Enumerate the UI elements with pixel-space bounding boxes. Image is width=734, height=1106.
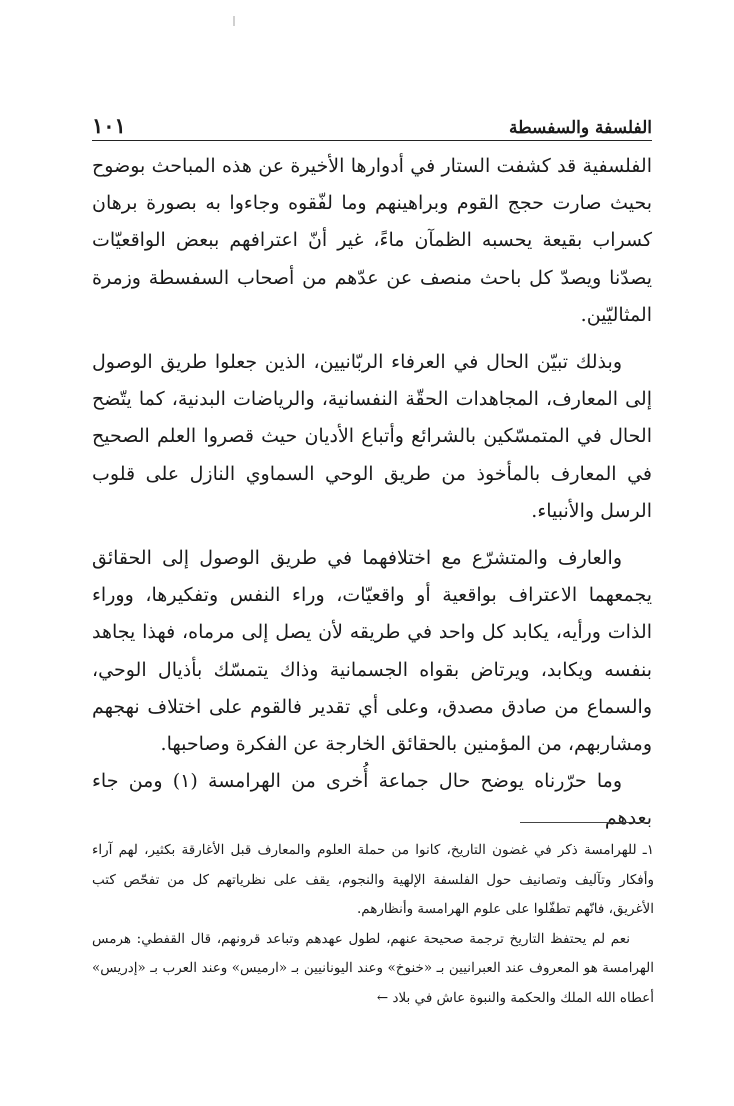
main-text — [92, 148, 652, 838]
paragraph-3: والعارف والمتشرّع مع اختلافهما في طريق الوصول إلى الحقائق يجمعهما الاعتراف بواقعية أو واقعيّات، وراء النفس وتفكيرها، ووراء الذات ورأيه، يكابد كل واحد في طريقه لأن يصل إلى مرماه، فهذا يجاهد بنفسه ويكابد، ويرتاض بقواه الجسمانية وذاك يتمسّك بأذيال الوحي، والسماع من صادق مصدق، وعلى أي تقدير فالقوم على اختلاف نهجهم ومشاربهم، من المؤمنين بالحقائق الخارجة عن الفكرة وصاحبها. — [92, 547, 652, 756]
running-title: الفلسفة والسفسطة — [508, 118, 652, 138]
footnote-1-continued: نعم لم يحتفظ التاريخ ترجمة صحيحة عنهم، لطول عهدهم وتباعد قرونهم، قال القفطي: هرمس الهرامسة هو المعروف عند العبرانيين بـ «خنوخ» وعند اليونانيين بـ «ارميس» وعند العرب بـ «إدريس» أعطاه الله الملك والحكمة والنبوة عاش في بلاد ← — [92, 930, 654, 1006]
header-rule — [92, 140, 652, 141]
scan-mark — [233, 16, 235, 26]
paragraph-1: الفلسفية قد كشفت الستار في أدوارها الأخيرة عن هذه المباحث بوضوح بحيث صارت حجج القوم وبراهينهم وما لفّقوه وجاءوا به بصورة برهان كسراب بقيعة يحسبه الظمآن ماءً، غير أنّ اعترافهم ببعض الواقعيّات يصدّنا ويصدّ كل باحث منصف عن عدّهم من أصحاب السفسطة وزمرة المثاليّين. — [92, 155, 652, 326]
page-number: ١٠١ — [92, 113, 126, 138]
footnotes — [92, 836, 654, 1013]
paragraph-2: وبذلك تبيّن الحال في العرفاء الربّانيين، الذين جعلوا طريق الوصول إلى المعارف، المجاهدات الحقّة النفسانية، والرياضات البدنية، كما يتّضح الحال في المتمسّكين بالشرائع وأتباع الأديان حيث قصروا العلم الصحيح في المعارف بالمأخوذ من طريق الوحي السماوي النازل على قلوب الرسل والأنبياء. — [92, 351, 652, 522]
footnote-1: ١ـ للهرامسة ذكر في غضون التاريخ، كانوا من حملة العلوم والمعارف قبل الأغارقة بكثير، لهم آراء وأفكار وتآليف وتصانيف حول الفلسفة الإلهية والنجوم، يقف على نظرياتهم كل من تفحّص كتب الأغريق، فانّهم تطفّلوا على علوم الهرامسة وأنظارهم. — [92, 842, 654, 917]
footnote-rule — [520, 822, 650, 823]
page-header — [92, 108, 652, 138]
paragraph-4: وما حرّرناه يوضح حال جماعة أُخرى من الهرامسة (١) ومن جاء بعدهم — [92, 770, 652, 830]
